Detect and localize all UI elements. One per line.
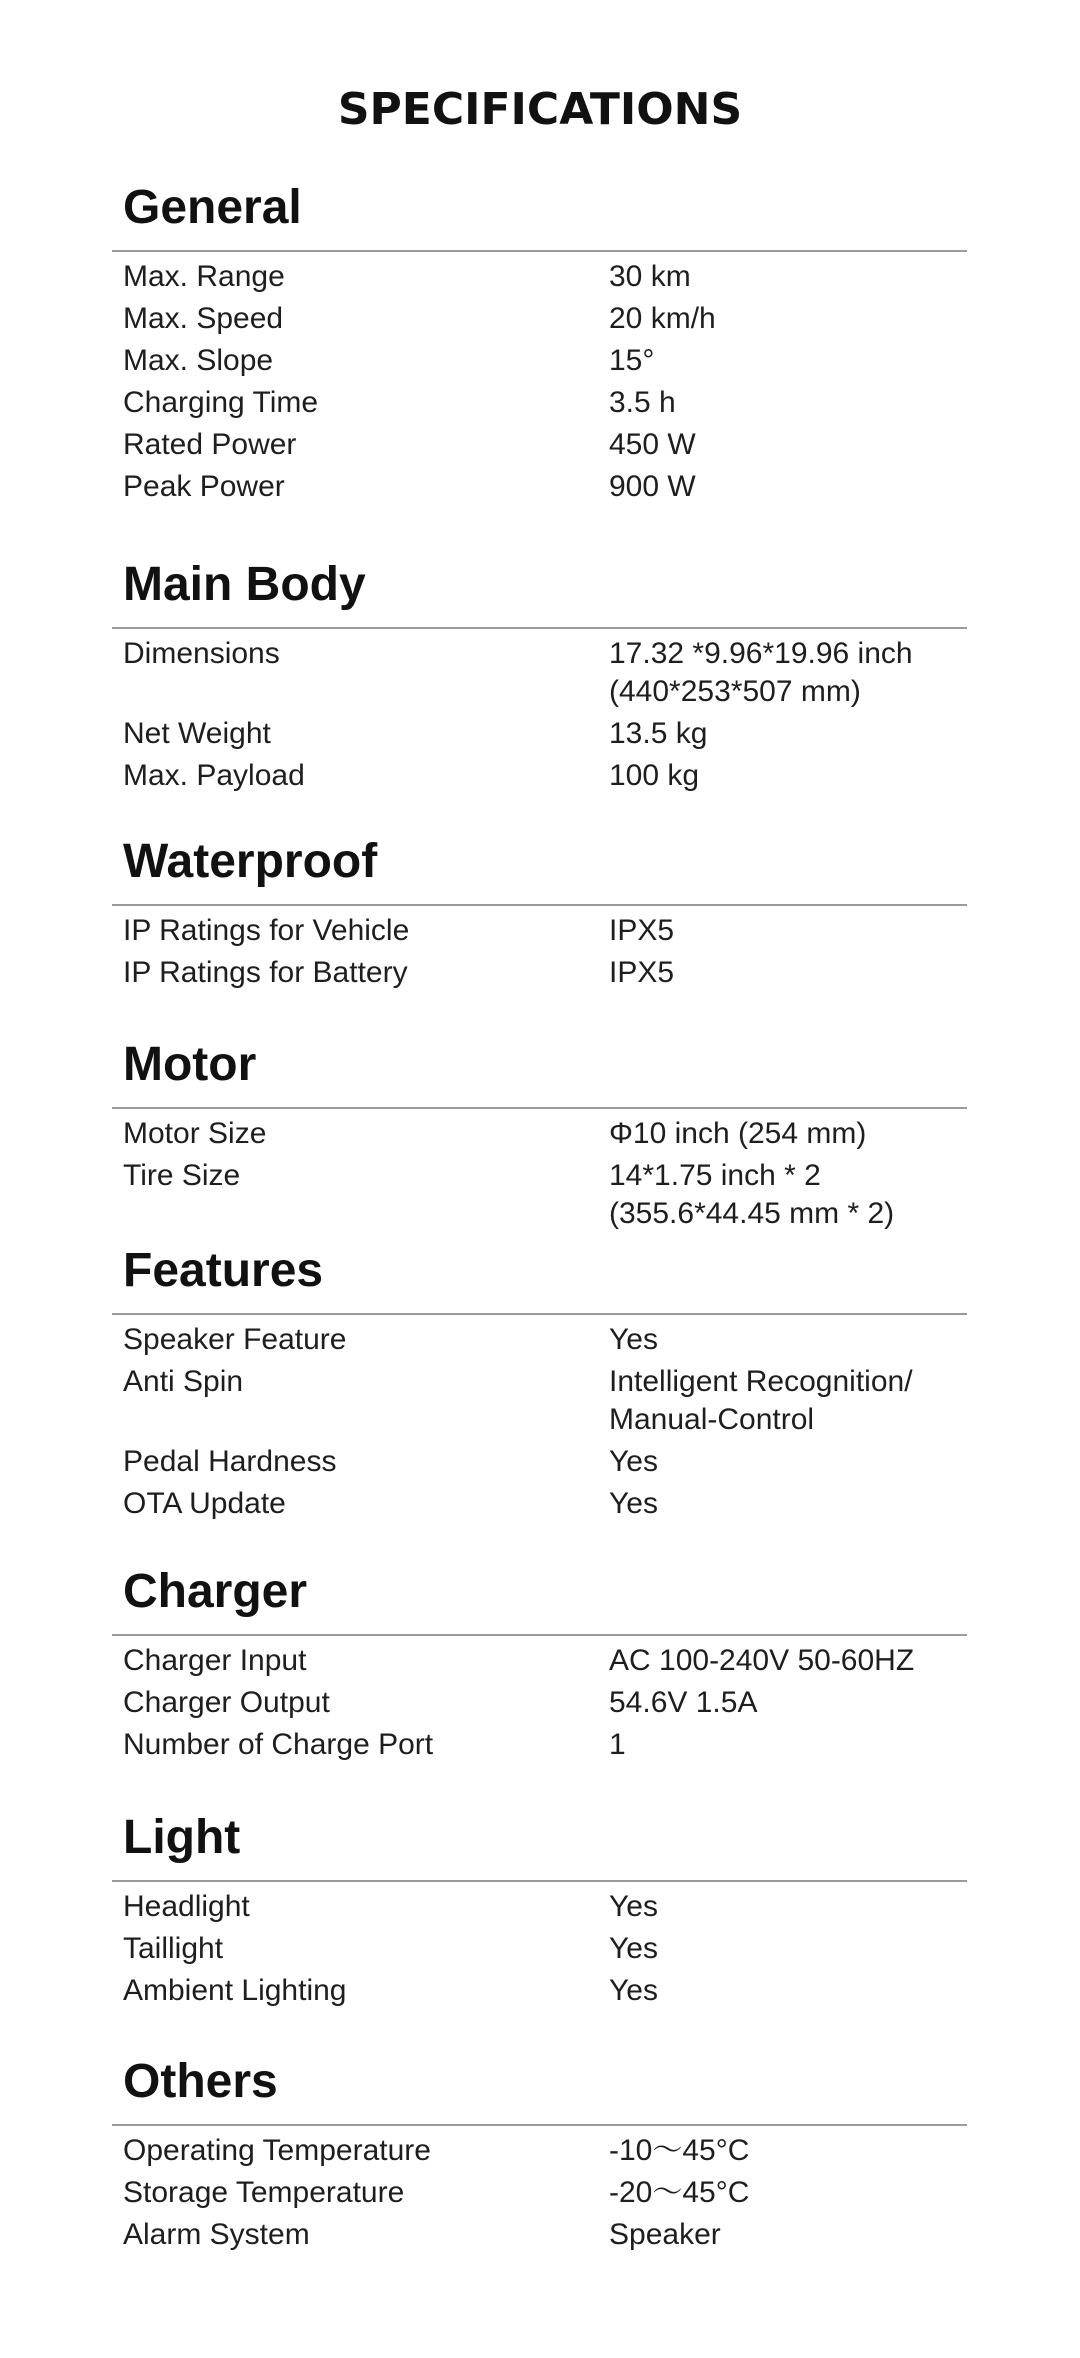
section-title: Light — [123, 1811, 241, 1864]
section-waterproof — [112, 834, 967, 996]
spec-row — [123, 757, 967, 795]
spec-list — [123, 1642, 967, 1764]
spec-label: IP Ratings for Battery — [123, 956, 408, 989]
section-divider — [112, 627, 967, 629]
section-title: Charger — [123, 1565, 308, 1618]
spec-label: Charger Input — [123, 1644, 307, 1677]
spec-row — [123, 468, 967, 506]
spec-label: OTA Update — [123, 1487, 286, 1520]
spec-row — [123, 2174, 967, 2212]
spec-label: Speaker Feature — [123, 1323, 347, 1356]
spec-value: 900 W — [609, 470, 696, 503]
section-title: Main Body — [123, 558, 366, 611]
spec-list — [123, 1115, 967, 1233]
spec-row — [123, 1888, 967, 1926]
spec-list — [123, 1888, 967, 2010]
spec-row — [123, 954, 967, 992]
spec-value: Yes — [609, 1445, 658, 1478]
section-title: Waterproof — [123, 835, 378, 888]
spec-value: AC 100-240V 50-60HZ — [609, 1644, 915, 1677]
spec-label: Taillight — [123, 1932, 224, 1965]
section-divider — [112, 904, 967, 906]
section-others — [112, 2054, 967, 2258]
spec-row — [123, 342, 967, 380]
spec-row — [123, 1443, 967, 1481]
spec-value: 14*1.75 inch * 2 (355.6*44.45 mm * 2) — [609, 1159, 895, 1230]
spec-label: Max. Range — [123, 260, 285, 293]
spec-label: Headlight — [123, 1890, 250, 1923]
spec-value: Speaker — [609, 2218, 721, 2251]
spec-row — [123, 1726, 967, 1764]
spec-value: 30 km — [609, 260, 691, 293]
spec-row — [123, 1363, 967, 1439]
spec-value: 1 — [609, 1728, 626, 1761]
section-divider — [112, 1880, 967, 1882]
spec-row — [123, 258, 967, 296]
section-divider — [112, 1313, 967, 1315]
spec-label: Storage Temperature — [123, 2176, 405, 2209]
page-title: SPECIFICATIONS — [337, 84, 743, 135]
spec-value: 54.6V 1.5A — [609, 1686, 758, 1719]
spec-row — [123, 426, 967, 464]
spec-row — [123, 1972, 967, 2010]
spec-value: Yes — [609, 1890, 658, 1923]
spec-list — [123, 1321, 967, 1523]
spec-label: Rated Power — [123, 428, 297, 461]
spec-row — [123, 1321, 967, 1359]
spec-value: 3.5 h — [609, 386, 676, 419]
spec-value: Yes — [609, 1487, 658, 1520]
spec-label: Motor Size — [123, 1117, 267, 1150]
section-light — [112, 1810, 967, 2014]
spec-label: Max. Speed — [123, 302, 284, 335]
spec-value: 15° — [609, 344, 655, 377]
spec-label: Number of Charge Port — [123, 1728, 434, 1761]
section-features — [112, 1243, 967, 1527]
spec-label: Dimensions — [123, 637, 280, 670]
spec-list — [123, 912, 967, 992]
spec-value: 20 km/h — [609, 302, 716, 335]
spec-value: -10〜45°C — [609, 2134, 750, 2167]
spec-list — [123, 635, 967, 795]
section-title: Others — [123, 2055, 278, 2108]
spec-label: Ambient Lighting — [123, 1974, 347, 2007]
spec-row — [123, 912, 967, 950]
section-title: Features — [123, 1244, 324, 1297]
section-title: Motor — [123, 1038, 257, 1091]
spec-value: Yes — [609, 1974, 658, 2007]
section-general — [112, 180, 967, 510]
spec-value: 450 W — [609, 428, 696, 461]
spec-row — [123, 1157, 967, 1233]
spec-label: Max. Payload — [123, 759, 305, 792]
spec-label: IP Ratings for Vehicle — [123, 914, 410, 947]
spec-value: -20〜45°C — [609, 2176, 750, 2209]
spec-label: Max. Slope — [123, 344, 274, 377]
spec-row — [123, 1642, 967, 1680]
spec-list — [123, 2132, 967, 2254]
spec-label: Alarm System — [123, 2218, 310, 2251]
spec-row — [123, 715, 967, 753]
spec-label: Anti Spin — [123, 1365, 244, 1398]
spec-row — [123, 1485, 967, 1523]
spec-row — [123, 1684, 967, 1722]
spec-row — [123, 384, 967, 422]
spec-label: Peak Power — [123, 470, 285, 503]
spec-value: Φ10 inch (254 mm) — [609, 1117, 867, 1150]
spec-row — [123, 2132, 967, 2170]
section-charger — [112, 1564, 967, 1768]
spec-value: 100 kg — [609, 759, 700, 792]
spec-label: Charging Time — [123, 386, 319, 419]
spec-row — [123, 635, 967, 711]
spec-value: 13.5 kg — [609, 717, 708, 750]
section-divider — [112, 2124, 967, 2126]
section-motor — [112, 1037, 967, 1237]
spec-row — [123, 1930, 967, 1968]
spec-value: IPX5 — [609, 956, 675, 989]
spec-value: Intelligent Recognition/ Manual-Control — [609, 1365, 913, 1436]
spec-label: Operating Temperature — [123, 2134, 431, 2167]
spec-list — [123, 258, 967, 506]
section-divider — [112, 1634, 967, 1636]
spec-value: 17.32 *9.96*19.96 inch (440*253*507 mm) — [609, 637, 913, 708]
spec-value: Yes — [609, 1323, 658, 1356]
spec-row — [123, 2216, 967, 2254]
section-divider — [112, 1107, 967, 1109]
spec-label: Tire Size — [123, 1159, 241, 1192]
spec-label: Net Weight — [123, 717, 271, 750]
section-title: General — [123, 181, 302, 234]
spec-value: Yes — [609, 1932, 658, 1965]
section-main-body — [112, 557, 967, 799]
section-divider — [112, 250, 967, 252]
spec-value: IPX5 — [609, 914, 675, 947]
spec-label: Pedal Hardness — [123, 1445, 337, 1478]
spec-label: Charger Output — [123, 1686, 330, 1719]
spec-row — [123, 1115, 967, 1153]
spec-row — [123, 300, 967, 338]
